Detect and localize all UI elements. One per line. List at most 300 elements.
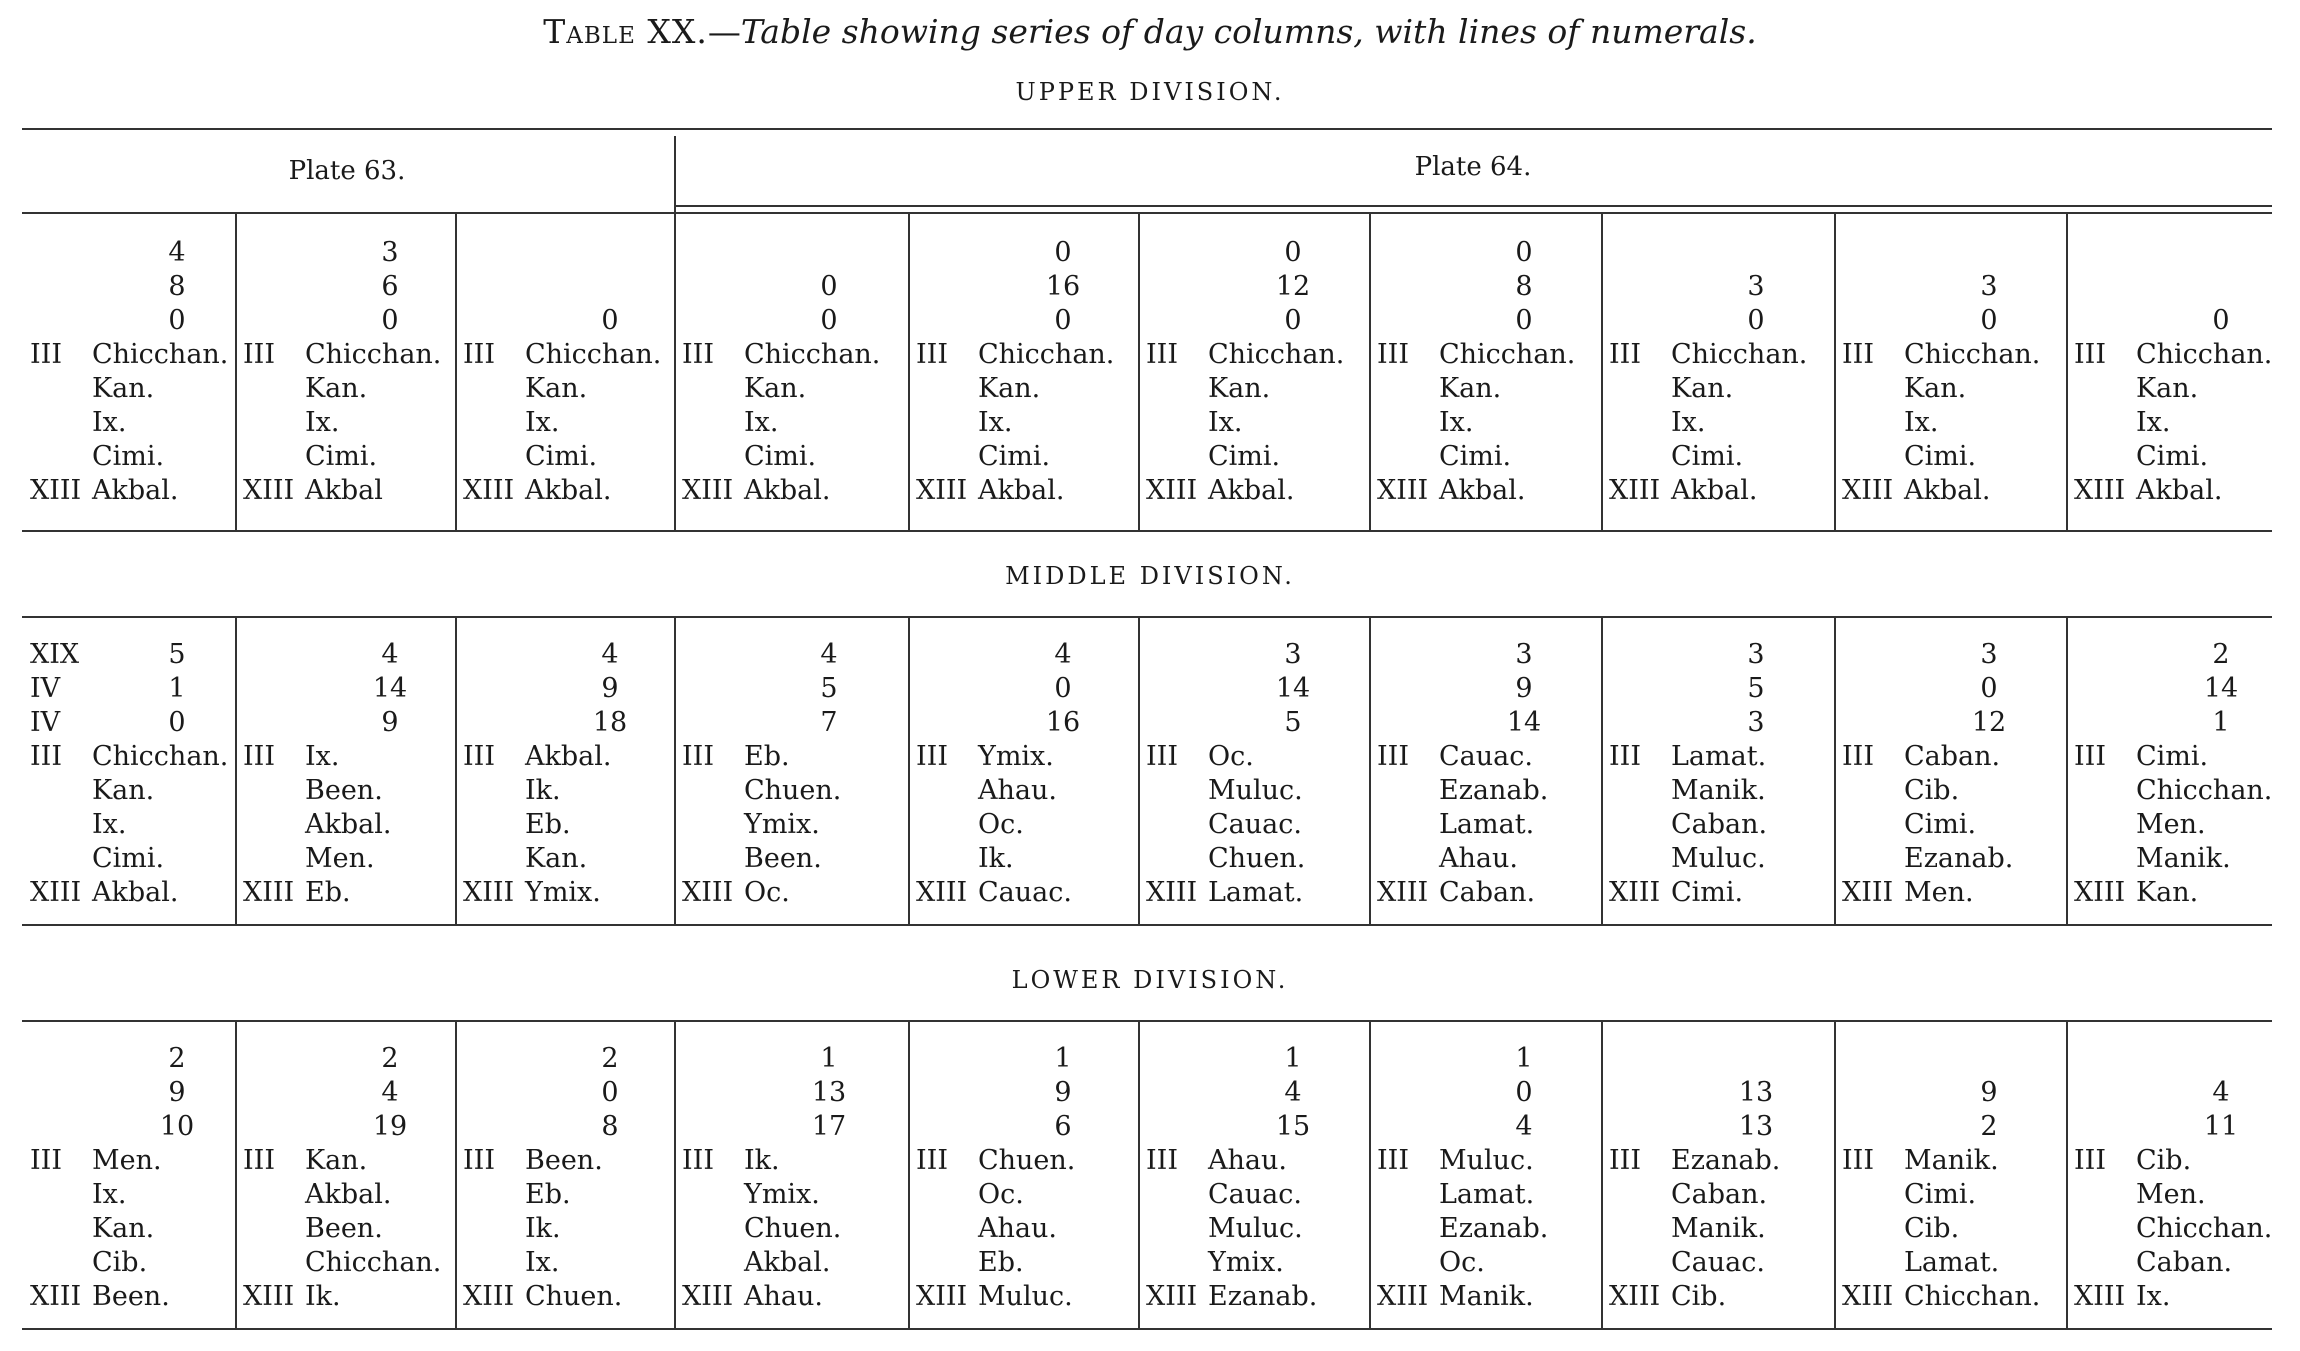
- day-coefficient: XIII: [30, 475, 82, 506]
- day-name: Men.: [305, 843, 375, 874]
- numeral-value: 14: [1506, 707, 1542, 738]
- plate-rule: [674, 205, 2272, 207]
- numeral-value: 14: [2203, 673, 2239, 704]
- day-line: [1609, 474, 1832, 508]
- numeral-line: [2074, 672, 2270, 706]
- day-line: [30, 740, 233, 774]
- day-line: [1146, 774, 1367, 808]
- day-name: Ezanab.: [1439, 1213, 1549, 1244]
- day-name: Been.: [92, 1281, 170, 1312]
- day-name: Akbal.: [525, 741, 612, 772]
- day-name: Cimi.: [1671, 877, 1744, 908]
- day-line: [463, 842, 672, 876]
- day-coefficient: III: [30, 741, 62, 772]
- numeral-line: [2074, 706, 2270, 740]
- day-name: Kan.: [1904, 373, 1967, 404]
- day-name: Manik.: [1904, 1145, 1999, 1176]
- day-line: [1146, 372, 1367, 406]
- day-name: Ahau.: [744, 1281, 823, 1312]
- day-name: Oc.: [978, 1179, 1024, 1210]
- day-line: [243, 774, 453, 808]
- numeral-line: [30, 706, 233, 740]
- numeral-line: [916, 1110, 1136, 1144]
- day-name: Chicchan.: [92, 741, 229, 772]
- day-line: [1146, 474, 1367, 508]
- day-name: Ix.: [305, 407, 340, 438]
- numeral-line: [30, 304, 233, 338]
- table-rule: [22, 616, 2272, 618]
- numeral-value: 3: [1284, 639, 1302, 670]
- day-line: [1609, 774, 1832, 808]
- day-coefficient: XIII: [682, 1281, 734, 1312]
- day-line: [916, 1280, 1136, 1314]
- day-name: Ix.: [92, 809, 127, 840]
- day-line: [1842, 372, 2064, 406]
- numeral-value: 6: [381, 271, 399, 302]
- numeral-value: 10: [159, 1111, 195, 1142]
- day-line: [1842, 1280, 2064, 1314]
- numeral-value: 0: [1980, 673, 1998, 704]
- day-name: Oc.: [744, 877, 790, 908]
- numeral-line: [30, 672, 233, 706]
- middle-day-column: [2074, 638, 2273, 910]
- numeral-line: [243, 672, 453, 706]
- day-line: [1609, 1144, 1832, 1178]
- day-name: Ix.: [1208, 407, 1243, 438]
- numeral-value: 1: [2212, 707, 2230, 738]
- numeral-line: [1377, 270, 1599, 304]
- day-name: Kan.: [305, 1145, 368, 1176]
- day-line: [243, 372, 453, 406]
- numeral-value: 3: [1980, 271, 1998, 302]
- day-coefficient: XIII: [1609, 475, 1661, 506]
- day-line: [2074, 1178, 2270, 1212]
- day-name: Eb.: [305, 877, 351, 908]
- day-line: [1609, 876, 1832, 910]
- numeral-line: [916, 304, 1136, 338]
- numeral-line: [243, 270, 453, 304]
- numeral-value: 4: [1515, 1111, 1533, 1142]
- day-line: [30, 808, 233, 842]
- numeral-line: [1146, 638, 1367, 672]
- day-line: [1146, 1212, 1367, 1246]
- table-title: [0, 12, 2300, 51]
- day-line: [243, 1178, 453, 1212]
- day-line: [1377, 1212, 1599, 1246]
- day-name: Cimi.: [1904, 441, 1977, 472]
- numeral-line: [1377, 1076, 1599, 1110]
- day-line: [243, 1246, 453, 1280]
- day-name: Kan.: [92, 373, 155, 404]
- lower-day-column: [1146, 1042, 1367, 1314]
- lower-day-column: [1377, 1042, 1599, 1314]
- day-line: [463, 1246, 672, 1280]
- day-line: [682, 876, 906, 910]
- numeral-value: 15: [1275, 1111, 1311, 1142]
- numeral-value: 4: [820, 639, 838, 670]
- day-line: [1609, 1212, 1832, 1246]
- numeral-value: 4: [1284, 1077, 1302, 1108]
- day-name: Akbal: [305, 475, 383, 506]
- day-name: Cib.: [1904, 1213, 1960, 1244]
- numeral-line: [463, 1110, 672, 1144]
- day-name: Chicchan.: [525, 339, 662, 370]
- plate-64-header: Plate 64.: [1414, 152, 1532, 182]
- day-name: Ix.: [92, 1179, 127, 1210]
- day-line: [682, 1246, 906, 1280]
- day-line: [1842, 740, 2064, 774]
- day-coefficient: XIII: [2074, 877, 2126, 908]
- day-line: [1146, 1144, 1367, 1178]
- numeral-value: 9: [381, 707, 399, 738]
- numeral-line: [2074, 236, 2270, 270]
- numeral-value: 18: [592, 707, 628, 738]
- day-line: [243, 338, 453, 372]
- numeral-prefix: XIX: [30, 639, 80, 670]
- day-line: [1842, 406, 2064, 440]
- day-name: Akbal.: [978, 475, 1065, 506]
- day-line: [463, 1144, 672, 1178]
- numeral-value: 9: [1980, 1077, 1998, 1108]
- numeral-line: [1842, 638, 2064, 672]
- day-coefficient: XIII: [1609, 877, 1661, 908]
- day-name: Oc.: [978, 809, 1024, 840]
- day-coefficient: III: [463, 741, 495, 772]
- day-coefficient: XIII: [243, 475, 295, 506]
- day-line: [916, 406, 1136, 440]
- day-name: Cimi.: [92, 843, 165, 874]
- day-name: Akbal.: [1208, 475, 1295, 506]
- numeral-line: [463, 236, 672, 270]
- day-name: Ymix.: [1208, 1247, 1284, 1278]
- day-coefficient: XIII: [1842, 877, 1894, 908]
- middle-day-column: [1377, 638, 1599, 910]
- day-name: Eb.: [525, 1179, 571, 1210]
- numeral-value: 0: [1284, 305, 1302, 336]
- day-line: [1146, 1246, 1367, 1280]
- table-rule: [22, 924, 2272, 926]
- day-line: [916, 808, 1136, 842]
- day-line: [2074, 774, 2273, 808]
- numeral-line: [916, 1042, 1136, 1076]
- day-coefficient: XIII: [1842, 475, 1894, 506]
- day-coefficient: XIII: [682, 475, 734, 506]
- numeral-line: [682, 638, 906, 672]
- numeral-line: [30, 1076, 233, 1110]
- numeral-value: 0: [381, 305, 399, 336]
- day-name: Caban.: [1439, 877, 1536, 908]
- numeral-line: [30, 1110, 233, 1144]
- numeral-line: [1377, 1110, 1599, 1144]
- day-name: Cimi.: [1208, 441, 1281, 472]
- day-name: Akbal.: [92, 877, 179, 908]
- day-coefficient: XIII: [1377, 877, 1429, 908]
- day-line: [1146, 1280, 1367, 1314]
- day-name: Cimi.: [978, 441, 1051, 472]
- day-line: [682, 1178, 906, 1212]
- day-name: Cimi.: [305, 441, 378, 472]
- numeral-value: 1: [1515, 1043, 1533, 1074]
- day-line: [1146, 876, 1367, 910]
- day-name: Kan.: [1671, 373, 1734, 404]
- day-line: [2074, 1280, 2270, 1314]
- numeral-value: 1: [168, 673, 186, 704]
- numeral-value: 0: [1747, 305, 1765, 336]
- numeral-line: [1146, 706, 1367, 740]
- upper-day-column: [1842, 236, 2064, 508]
- numeral-line: [1609, 706, 1832, 740]
- day-coefficient: XIII: [916, 475, 968, 506]
- day-line: [463, 406, 672, 440]
- numeral-value: 0: [1284, 237, 1302, 268]
- day-coefficient: III: [2074, 741, 2106, 772]
- day-line: [682, 1212, 906, 1246]
- day-coefficient: XIII: [243, 1281, 295, 1312]
- day-line: [1146, 808, 1367, 842]
- numeral-value: 8: [168, 271, 186, 302]
- day-line: [916, 740, 1136, 774]
- day-line: [916, 1178, 1136, 1212]
- day-line: [682, 1280, 906, 1314]
- day-name: Ik.: [978, 843, 1014, 874]
- numeral-value: 5: [1284, 707, 1302, 738]
- numeral-value: 4: [2212, 1077, 2230, 1108]
- day-name: Chuen.: [744, 775, 842, 806]
- numeral-line: [682, 1042, 906, 1076]
- numeral-line: [243, 236, 453, 270]
- upper-day-column: [243, 236, 453, 508]
- numeral-line: [1609, 672, 1832, 706]
- day-coefficient: III: [243, 741, 275, 772]
- day-name: Chicchan.: [744, 339, 881, 370]
- plate-divider: [674, 136, 676, 212]
- day-name: Ymix.: [978, 741, 1054, 772]
- day-line: [463, 774, 672, 808]
- day-name: Ix.: [92, 407, 127, 438]
- day-line: [682, 372, 906, 406]
- day-line: [30, 372, 233, 406]
- upper-day-column: [463, 236, 672, 508]
- numeral-value: 5: [168, 639, 186, 670]
- day-coefficient: XIII: [1146, 475, 1198, 506]
- numeral-line: [463, 706, 672, 740]
- day-name: Chicchan.: [305, 339, 442, 370]
- day-line: [916, 474, 1136, 508]
- numeral-line: [682, 706, 906, 740]
- day-coefficient: III: [1842, 1145, 1874, 1176]
- numeral-value: 1: [1284, 1043, 1302, 1074]
- day-name: Akbal.: [92, 475, 179, 506]
- numeral-value: 0: [168, 305, 186, 336]
- day-line: [916, 876, 1136, 910]
- numeral-line: [1609, 236, 1832, 270]
- day-line: [1146, 740, 1367, 774]
- day-name: Ezanab.: [1208, 1281, 1318, 1312]
- day-name: Cimi.: [1904, 1179, 1977, 1210]
- day-coefficient: III: [1609, 1145, 1641, 1176]
- numeral-line: [243, 1076, 453, 1110]
- day-name: Ix.: [305, 741, 340, 772]
- lower-day-column: [1609, 1042, 1832, 1314]
- day-line: [916, 440, 1136, 474]
- numeral-value: 2: [168, 1043, 186, 1074]
- day-name: Caban.: [1671, 1179, 1768, 1210]
- day-coefficient: III: [916, 1145, 948, 1176]
- day-coefficient: III: [1146, 339, 1178, 370]
- day-name: Ix.: [525, 1247, 560, 1278]
- day-line: [30, 774, 233, 808]
- day-line: [30, 406, 233, 440]
- numeral-value: 13: [811, 1077, 847, 1108]
- day-name: Chicchan.: [2136, 1213, 2273, 1244]
- day-line: [1609, 1178, 1832, 1212]
- day-coefficient: III: [1842, 339, 1874, 370]
- numeral-line: [2074, 1042, 2270, 1076]
- numeral-line: [2074, 270, 2270, 304]
- day-name: Kan.: [1439, 373, 1502, 404]
- day-name: Kan.: [2136, 877, 2199, 908]
- table-description: Table showing series of day columns, with lines of numerals.: [740, 12, 1757, 51]
- day-name: Ix.: [1671, 407, 1706, 438]
- day-name: Men.: [2136, 809, 2206, 840]
- numeral-line: [1146, 672, 1367, 706]
- day-line: [243, 474, 453, 508]
- day-line: [682, 842, 906, 876]
- day-coefficient: XIII: [463, 877, 515, 908]
- day-name: Cimi.: [2136, 441, 2209, 472]
- day-coefficient: XIII: [30, 1281, 82, 1312]
- numeral-line: [1842, 1042, 2064, 1076]
- day-line: [463, 876, 672, 910]
- day-coefficient: III: [1377, 741, 1409, 772]
- day-name: Manik.: [1439, 1281, 1534, 1312]
- day-name: Manik.: [2136, 843, 2231, 874]
- day-line: [463, 740, 672, 774]
- numeral-line: [916, 706, 1136, 740]
- numeral-line: [463, 304, 672, 338]
- day-line: [243, 440, 453, 474]
- day-line: [1146, 338, 1367, 372]
- day-name: Cauac.: [1208, 809, 1302, 840]
- day-line: [1146, 440, 1367, 474]
- day-name: Ix.: [978, 407, 1013, 438]
- numeral-value: 7: [820, 707, 838, 738]
- day-name: Been.: [305, 775, 383, 806]
- day-name: Ezanab.: [1439, 775, 1549, 806]
- day-name: Ahau.: [978, 775, 1057, 806]
- day-name: Lamat.: [1671, 741, 1767, 772]
- day-coefficient: XIII: [243, 877, 295, 908]
- numeral-line: [2074, 1076, 2270, 1110]
- numeral-value: 2: [601, 1043, 619, 1074]
- day-name: Chicchan.: [1904, 1281, 2041, 1312]
- day-name: Ik.: [744, 1145, 780, 1176]
- day-name: Muluc.: [1208, 775, 1303, 806]
- day-line: [30, 1280, 233, 1314]
- numeral-value: 4: [168, 237, 186, 268]
- numeral-value: 16: [1045, 271, 1081, 302]
- day-name: Men.: [92, 1145, 162, 1176]
- day-name: Kan.: [978, 373, 1041, 404]
- numeral-line: [243, 1110, 453, 1144]
- numeral-line: [1377, 672, 1599, 706]
- numeral-line: [1609, 638, 1832, 672]
- day-name: Cauac.: [1208, 1179, 1302, 1210]
- day-coefficient: III: [2074, 1145, 2106, 1176]
- day-line: [682, 808, 906, 842]
- day-line: [2074, 440, 2270, 474]
- day-line: [30, 1178, 233, 1212]
- day-coefficient: III: [1146, 1145, 1178, 1176]
- numeral-line: [1842, 1076, 2064, 1110]
- day-line: [30, 440, 233, 474]
- numeral-line: [1377, 236, 1599, 270]
- numeral-line: [463, 638, 672, 672]
- day-line: [916, 372, 1136, 406]
- day-line: [916, 842, 1136, 876]
- day-line: [682, 1144, 906, 1178]
- day-name: Been.: [525, 1145, 603, 1176]
- numeral-line: [682, 1110, 906, 1144]
- day-name: Akbal.: [744, 475, 831, 506]
- day-name: Kan.: [92, 1213, 155, 1244]
- numeral-value: 3: [1747, 271, 1765, 302]
- day-line: [243, 1280, 453, 1314]
- numeral-line: [243, 638, 453, 672]
- day-line: [682, 774, 906, 808]
- day-name: Kan.: [92, 775, 155, 806]
- day-line: [1609, 1280, 1832, 1314]
- numeral-line: [1377, 304, 1599, 338]
- day-name: Chicchan.: [2136, 339, 2273, 370]
- day-line: [463, 440, 672, 474]
- day-name: Akbal.: [1904, 475, 1991, 506]
- numeral-line: [916, 672, 1136, 706]
- day-line: [1377, 338, 1599, 372]
- numeral-line: [682, 270, 906, 304]
- numeral-value: 3: [1747, 707, 1765, 738]
- day-line: [30, 876, 233, 910]
- middle-day-column: [916, 638, 1136, 910]
- day-name: Ix.: [2136, 407, 2171, 438]
- day-line: [1609, 1246, 1832, 1280]
- day-name: Akbal.: [525, 475, 612, 506]
- numeral-line: [463, 270, 672, 304]
- day-coefficient: XIII: [1146, 1281, 1198, 1312]
- numeral-value: 3: [381, 237, 399, 268]
- day-line: [682, 474, 906, 508]
- numeral-line: [243, 1042, 453, 1076]
- numeral-line: [1146, 1076, 1367, 1110]
- day-coefficient: XIII: [2074, 475, 2126, 506]
- lower-division-heading: LOWER DIVISION.: [1011, 966, 1289, 994]
- day-line: [1842, 774, 2064, 808]
- upper-day-column: [916, 236, 1136, 508]
- day-line: [2074, 372, 2270, 406]
- middle-day-column: [1609, 638, 1832, 910]
- day-line: [1377, 808, 1599, 842]
- day-name: Cauac.: [1671, 1247, 1765, 1278]
- day-line: [243, 808, 453, 842]
- day-coefficient: III: [916, 741, 948, 772]
- numeral-line: [682, 304, 906, 338]
- day-line: [916, 338, 1136, 372]
- numeral-line: [243, 706, 453, 740]
- day-line: [463, 372, 672, 406]
- day-coefficient: III: [916, 339, 948, 370]
- numeral-line: [916, 270, 1136, 304]
- upper-day-column: [1609, 236, 1832, 508]
